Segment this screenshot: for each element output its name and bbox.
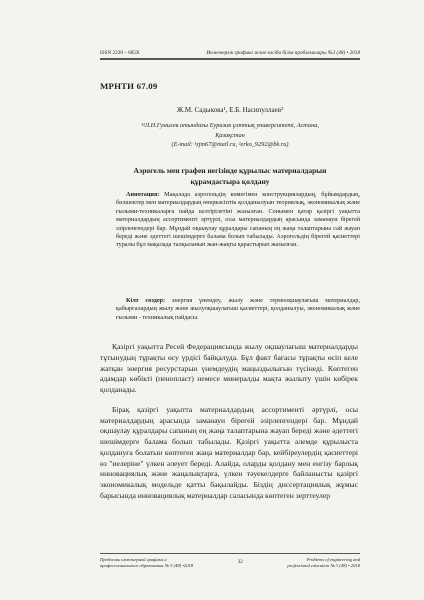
footer-left-line-1: Проблемы инженерной графики и (100, 557, 167, 562)
footer-right (287, 557, 360, 569)
mrnti-code: МРНТИ 67.09 (100, 81, 158, 91)
title-line-1: Аэрогель мен графен негізінде құрылыс материалдарын (133, 166, 327, 175)
abstract-text: Мақалада аэрогельдің көмегімен конструкциялардың, бұйымдардың, бөлшектер мен материалдардың өнеркәсіптік қолданылуын теориялық, экономикалық және ғылыми-техникаларға пайда келтірілетіні жазылған. Сонымен қатар қазіргі уақытта материалдардың ассортименті әртүрлі, осы материалдардың арасында заманауи бірегей әзірленгендері бар. Мұндай оқшаулау құралдары сапаның ең жаңа талаптарына сай жауап береді және әдеттегі шешімдерге балама болып табылады. Аэрогельдің бірегей қасиеттері туралы бұл мақалада талқыланып жан-жақты қарастырып жазылған. (116, 191, 360, 249)
footer-rule (100, 553, 360, 554)
footer-left-line-2: профессионального образования № 3 (48) •2018 (100, 563, 194, 568)
abstract-label: Аннотация: (126, 191, 160, 198)
page-number: 32 (237, 560, 243, 565)
affiliation-line-2: Қазақстан (215, 131, 245, 139)
journal-name-header: Инженерлік графика және кәсіби білім проблемалары №3 (48) • 2018 (206, 49, 360, 56)
body-text (100, 342, 358, 511)
header-rule (100, 58, 360, 60)
body-paragraph-2: Бірақ қазіргі уақытта материалдардың ассортименті әртүрлі, осы материалдардың арасында заманауи бірегей әзірленгендері бар. Мұндай оқшаулау құралдары сапаның ең жаңа талаптарына жауап береді және әдеттегі шешімдерге балама болып табылады. Қазіргі уақытта әлемде құрылыста қолдануға болатын көптеген жаңа материалдар бар, кейбіреулердің қасиеттері өз "иелеріне" үлкен әлеует береді. Алайда, оларды қолдану мен енгізу барлық инновациялық және жаңалықтарға, үлкен тәуекелдерге байланысты қазіргі экономикалық модельде қатты бақылайды. Біздің диссертациялық жұмыс барысында инновациялық материалдар саласында көптеген зерттеулер (100, 404, 358, 500)
footer-right-line-2: professional education № 3 (48) • 2018 (287, 563, 360, 568)
footer-right-line-1: Problems of engineering and (306, 557, 360, 562)
affiliation-line-1: ¹²Л.Н.Гумилев атындағы Еуразия ұлттық университеті, Астана, (141, 122, 319, 129)
article-title (118, 166, 342, 187)
title-line-2: құрамдастыра қолдану (190, 176, 270, 186)
keywords (116, 297, 360, 322)
authors: Ж.М. Садыкова¹, Е.Б. Насипуллаев² (176, 106, 284, 114)
affiliation (120, 121, 340, 150)
body-paragraph-1: Қазіргі уақытта Ресей Федерациясында жылу оқшаулағыш материалдарды тұтынудың тұрақты өсу үрдісі байқалуда. Бұл факт бағасы тұрақты өсіп келе жатқан энергия ресурстарын үнемдеудің маңыздылығын түсінеді. Көптеген адамдар көбікті (пенопласт) немесе минералды мақта жылыту үшін көбірек қолданады. (100, 342, 358, 394)
affiliation-emails: (E-mail: ¹zjm67@mail.ru, ²erko_9292@bk.ru) (171, 141, 289, 149)
running-footer (100, 557, 360, 569)
footer-left (100, 557, 193, 569)
keywords-label: Кілт сөздер: (126, 297, 166, 304)
abstract (116, 191, 360, 250)
keywords-text: энергия үнемдеу, жылу және термооқшаулағыш материалдар, қабырғалардың жылу және жылуоқшаулағыш қасиеттері, қолданылуы, экономикалық және ғылыми - техникалық пайдасы. (116, 297, 361, 321)
issn: ISSN 2220 – 685X (100, 49, 140, 56)
